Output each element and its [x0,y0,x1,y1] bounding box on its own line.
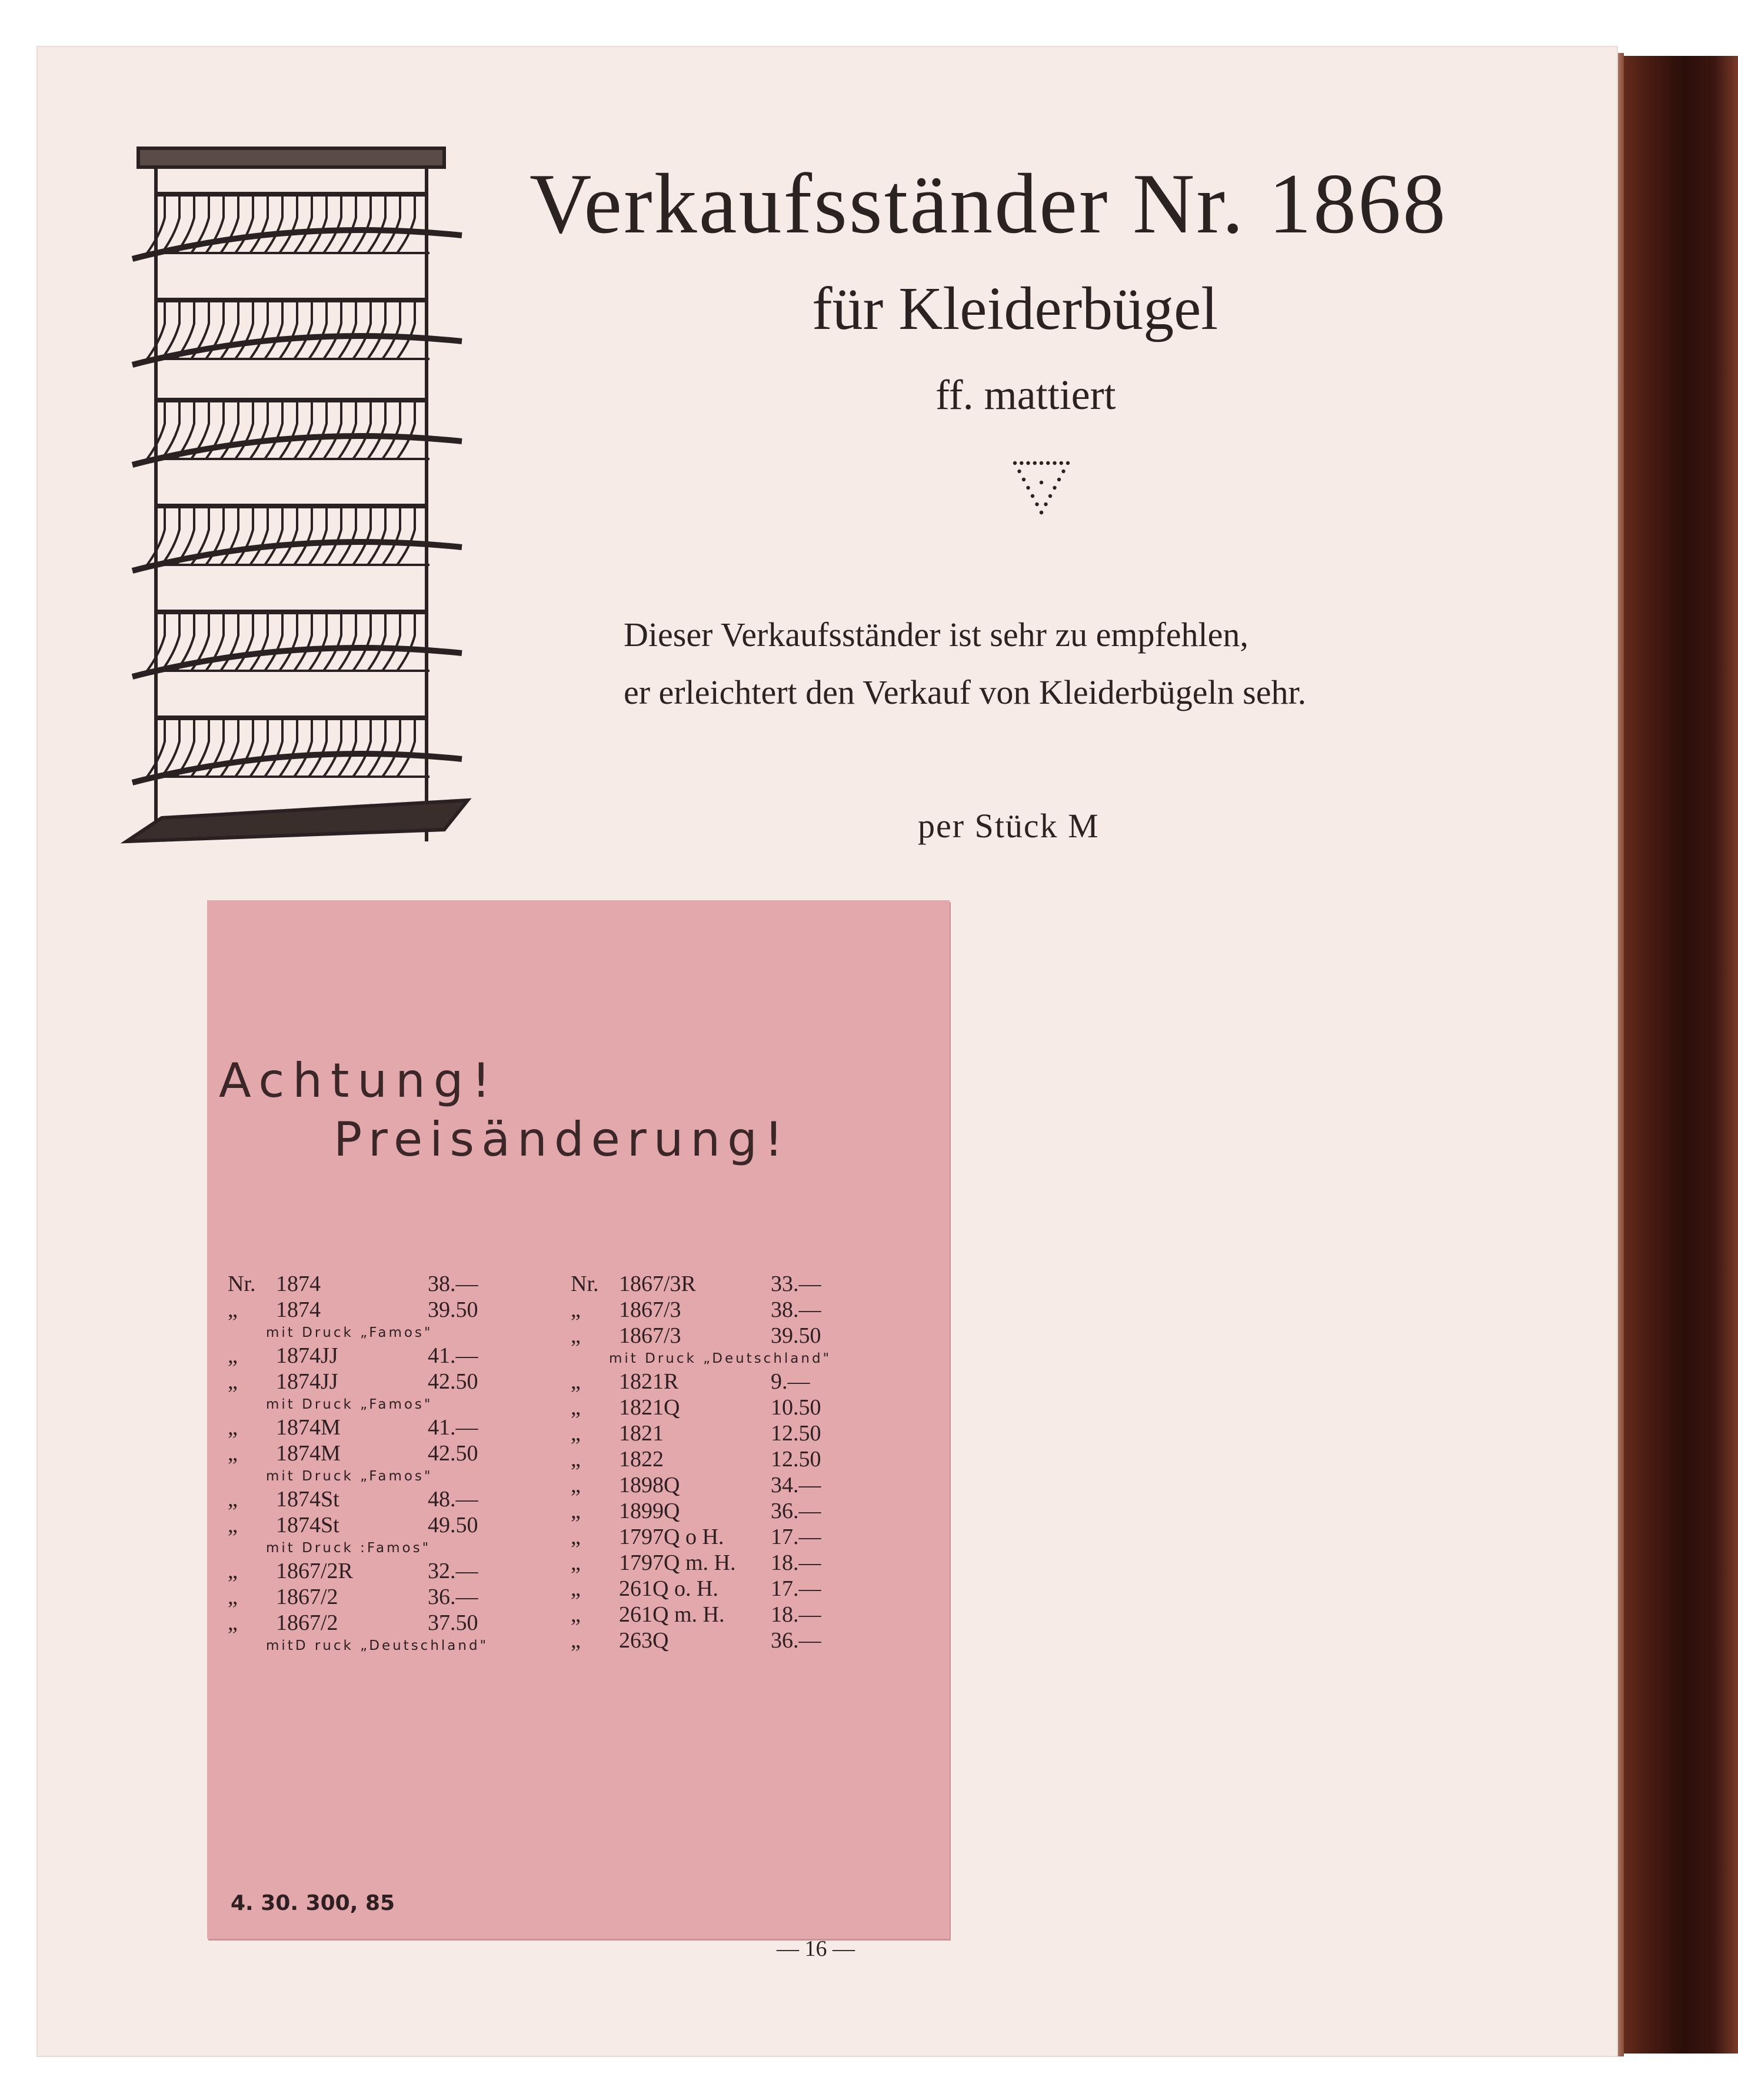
article-code: 1821R [619,1369,679,1394]
hanger-mark [221,194,253,253]
description-line-2: er erleichtert den Verkauf von Kleiderbügeln sehr. [624,673,1307,711]
triangle-dot [1048,494,1052,498]
triangle-dot [1031,494,1034,498]
price-row [571,1420,900,1446]
price-list-right [571,1271,900,1653]
triangle-dot [1046,461,1050,465]
description [624,606,1471,721]
hanger-mark [338,300,371,359]
hanger-mark [324,718,356,777]
price-row [228,1369,557,1395]
price-row [571,1524,900,1550]
hanger-mark [294,718,327,777]
hanger-mark [397,300,429,359]
article-price: 42.50 [428,1369,478,1394]
article-code: 1874St [276,1487,339,1512]
price-label: per Stück M [918,807,1100,845]
article-code: 1867/2R [276,1559,353,1583]
triangle-dot [1035,502,1038,506]
hanger-mark [265,506,297,565]
hanger-mark [294,194,327,253]
hanger-mark [221,506,253,565]
hanger-mark [221,612,253,671]
hanger-mark [309,400,341,459]
hanger-mark [382,400,415,459]
quote-mark: Nr. [228,1272,256,1296]
article-code: 1867/3 [619,1297,681,1322]
print-note: mit Druck „Deutschland" [609,1351,832,1366]
triangle-dot [1022,478,1026,481]
hanger-mark [338,612,371,671]
hanger-mark [368,400,400,459]
quote-mark: „ [228,1441,238,1466]
description-line-1: Dieser Verkaufsständer ist sehr zu empfehlen, [624,615,1248,654]
price-row [571,1369,900,1395]
price-change-slip [207,900,950,1939]
slip-headline-1: Achtung! [219,1053,499,1108]
article-price: 36.— [771,1499,821,1523]
article-price: 36.— [428,1585,478,1609]
article-code: 1797Q o H. [619,1525,724,1549]
price-row [571,1395,900,1420]
quote-mark: „ [571,1473,581,1497]
article-code: 1874JJ [276,1369,338,1394]
article-code: 1821Q [619,1395,680,1420]
hanger-mark [368,506,400,565]
hanger-mark [309,718,341,777]
finish-note: ff. mattiert [935,371,1116,418]
article-code: 1822 [619,1447,664,1472]
triangle-dot [1040,461,1043,465]
hanger-mark [235,506,268,565]
hanger-mark [279,194,312,253]
article-price: 38.— [771,1297,821,1322]
hanger-mark [294,400,327,459]
price-row [571,1323,900,1349]
hanger-mark [353,718,385,777]
hanger-mark [309,612,341,671]
hanger-mark [221,718,253,777]
price-row [228,1512,557,1538]
hanger-mark [235,300,268,359]
hanger-mark [353,194,385,253]
article-code: 263Q [619,1628,669,1653]
article-price: 36.— [771,1628,821,1653]
article-code: 1899Q [619,1499,680,1523]
hanger-mark [250,718,282,777]
price-row [571,1550,900,1576]
quote-mark: „ [228,1513,238,1537]
article-price: 38.— [428,1272,478,1296]
hanger-mark [397,400,429,459]
hanger-mark [324,506,356,565]
hanger-mark [353,506,385,565]
price-row [571,1602,900,1628]
hanger-mark [221,400,253,459]
article-price: 9.— [771,1369,810,1394]
article-price: 41.— [428,1415,478,1440]
triangle-dot [1053,461,1056,465]
quote-mark: „ [571,1323,581,1348]
article-code: 1874JJ [276,1343,338,1368]
article-code: 1874 [276,1297,321,1322]
triangle-dot [1040,511,1043,514]
price-row [228,1584,557,1610]
hanger-mark [353,400,385,459]
triangle-dot [1020,461,1023,465]
triangle-dot [1017,470,1021,473]
hanger-mark [353,300,385,359]
hanger-mark [368,300,400,359]
price-row [571,1472,900,1498]
hanger-mark [147,612,179,671]
dotted-triangle-mark [1009,456,1074,521]
price-row [228,1610,557,1636]
quote-mark: Nr. [571,1272,599,1296]
quote-mark: „ [571,1550,581,1575]
slip-headline-2: Preisänderung! [334,1112,790,1167]
article-price: 12.50 [771,1447,821,1472]
print-note: mit Druck „Famos" [266,1397,433,1412]
article-price: 39.50 [428,1297,478,1322]
hanger-mark [294,300,327,359]
quote-mark: „ [228,1585,238,1609]
article-code: 1867/2 [276,1610,338,1635]
quote-mark: „ [228,1343,238,1368]
triangle-dot [1033,461,1037,465]
triangle-dot [1061,470,1065,473]
hanger-mark [250,300,282,359]
price-row [228,1440,557,1466]
hanger-mark [147,194,179,253]
hanger-mark [324,400,356,459]
article-price: 39.50 [771,1323,821,1348]
price-row [228,1415,557,1440]
hanger-mark [338,194,371,253]
quote-mark: „ [228,1559,238,1583]
clothes-hanger-rack-illustration [115,141,480,859]
article-code: 1874 [276,1272,321,1296]
article-price: 12.50 [771,1421,821,1446]
hanger-mark [279,612,312,671]
print-note: mit Druck „Famos" [266,1469,433,1484]
article-price: 10.50 [771,1395,821,1420]
price-row [571,1498,900,1524]
article-code: 1867/3R [619,1272,696,1296]
triangle-dot [1044,502,1047,506]
triangle-dot [1066,461,1070,465]
hanger-mark [397,718,429,777]
hanger-mark [265,718,297,777]
article-price: 34.— [771,1473,821,1497]
hanger-mark [294,506,327,565]
hanger-mark [147,300,179,359]
hanger-mark [147,506,179,565]
hanger-mark [265,300,297,359]
quote-mark: „ [571,1628,581,1653]
quote-mark: „ [571,1395,581,1420]
hanger-mark [279,506,312,565]
hanger-mark [250,400,282,459]
hanger-mark [309,506,341,565]
article-price: 32.— [428,1559,478,1583]
article-price: 42.50 [428,1441,478,1466]
page-subtitle: für Kleiderbügel [812,275,1218,342]
article-code: 1874M [276,1441,341,1466]
article-code: 1821 [619,1421,664,1446]
hanger-mark [265,612,297,671]
hanger-mark [382,612,415,671]
price-row [571,1297,900,1323]
hanger-mark [397,506,429,565]
article-price: 37.50 [428,1610,478,1635]
article-price: 17.— [771,1525,821,1549]
article-code: 1797Q m. H. [619,1550,736,1575]
triangle-dot [1026,486,1030,490]
hanger-mark [368,718,400,777]
print-note: mitD ruck „Deutschland" [266,1638,489,1653]
hanger-mark [324,300,356,359]
hanger-mark [235,194,268,253]
triangle-dot [1057,478,1061,481]
hanger-mark [338,718,371,777]
article-price: 17.— [771,1576,821,1601]
price-row [571,1271,900,1297]
triangle-dot [1060,461,1063,465]
price-row [228,1271,557,1297]
hanger-mark [324,194,356,253]
quote-mark: „ [228,1297,238,1322]
quote-mark: „ [571,1369,581,1394]
quote-mark: „ [571,1576,581,1601]
price-row [228,1343,557,1369]
quote-mark: „ [571,1421,581,1446]
hanger-mark [309,194,341,253]
article-price: 33.— [771,1272,821,1296]
hanger-mark [147,718,179,777]
hanger-mark [397,194,429,253]
print-note: mit Druck :Famos" [266,1540,431,1556]
triangle-dot [1013,461,1017,465]
hanger-mark [294,612,327,671]
hanger-mark [353,612,385,671]
hanger-mark [147,400,179,459]
print-code: 4. 30. 300, 85 [231,1891,395,1915]
quote-mark: „ [571,1499,581,1523]
price-list-left [228,1271,557,1656]
triangle-dot [1026,461,1030,465]
triangle-dot [1040,481,1043,484]
print-note: mit Druck „Famos" [266,1325,433,1340]
hanger-mark [235,400,268,459]
hanger-mark [382,506,415,565]
quote-mark: „ [228,1487,238,1512]
article-code: 1867/2 [276,1585,338,1609]
price-row [571,1576,900,1602]
hanger-mark [265,400,297,459]
hanger-mark [279,400,312,459]
quote-mark: „ [228,1415,238,1440]
article-code: 1867/3 [619,1323,681,1348]
quote-mark: „ [571,1297,581,1322]
price-row [571,1628,900,1653]
price-row [571,1446,900,1472]
article-price: 18.— [771,1550,821,1575]
hanger-mark [250,612,282,671]
article-price: 48.— [428,1487,478,1512]
hanger-mark [309,300,341,359]
triangle-dot [1053,486,1056,490]
article-code: 261Q m. H. [619,1602,725,1627]
hanger-mark [338,506,371,565]
quote-mark: „ [571,1602,581,1627]
hanger-mark [382,718,415,777]
article-code: 1874M [276,1415,341,1440]
hanger-mark [279,718,312,777]
price-row [228,1486,557,1512]
hanger-mark [265,194,297,253]
quote-mark: „ [571,1525,581,1549]
quote-mark: „ [228,1610,238,1635]
quote-mark: „ [228,1369,238,1394]
hanger-mark [382,300,415,359]
hanger-mark [324,612,356,671]
hanger-mark [368,194,400,253]
quote-mark: „ [571,1447,581,1472]
hanger-mark [221,300,253,359]
article-code: 1874St [276,1513,339,1537]
hanger-mark [338,400,371,459]
hanger-mark [368,612,400,671]
hanger-mark [250,506,282,565]
price-row [228,1558,557,1584]
article-code: 1898Q [619,1473,680,1497]
hanger-mark [235,718,268,777]
hanger-mark [397,612,429,671]
article-code: 261Q o. H. [619,1576,718,1601]
book-spine [1618,56,1738,2054]
page-number: — 16 — [777,1936,855,1961]
article-price: 41.— [428,1343,478,1368]
page-title: Verkaufsständer Nr. 1868 [530,156,1448,251]
hanger-mark [235,612,268,671]
hanger-mark [279,300,312,359]
hanger-mark [250,194,282,253]
price-row [228,1297,557,1323]
article-price: 18.— [771,1602,821,1627]
hanger-mark [382,194,415,253]
article-price: 49.50 [428,1513,478,1537]
